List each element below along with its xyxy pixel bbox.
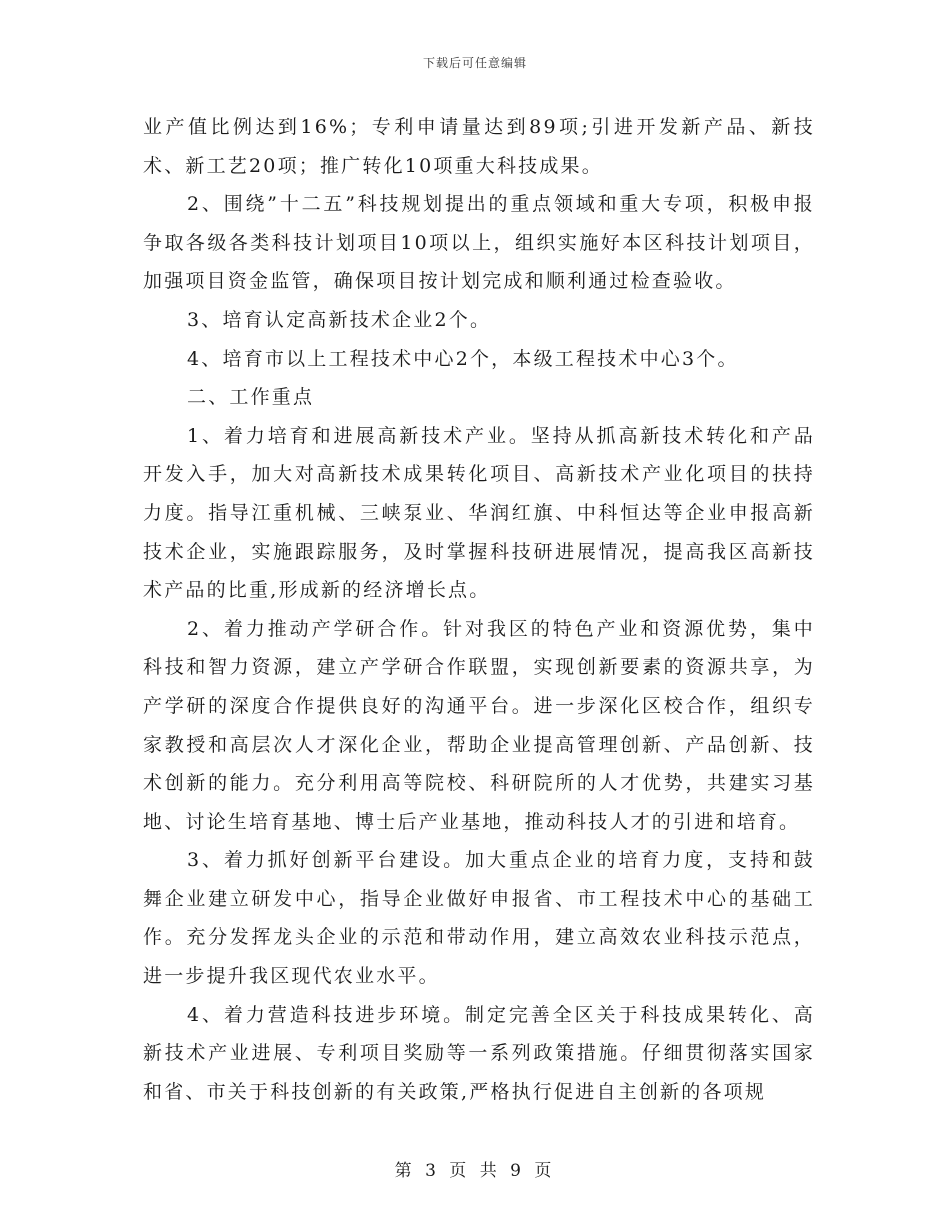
paragraph-goal-3: 3、培育认定高新技术企业2个。	[187, 308, 492, 331]
section-heading: 二、工作重点	[187, 386, 315, 409]
page-footer: 第 3 页 共 9 页	[394, 1161, 556, 1181]
paragraph-focus-4: 4、着力营造科技进步环境。制定完善全区关于科技成果转化、高新技术产业进展、专利项目奖励等一系列政策措施。仔细贯彻落实国家和省、市关于科技创新的有关政策,严格执行促进自主创新的各项规	[143, 1003, 815, 1103]
paragraph-focus-2: 2、着力推动产学研合作。针对我区的特色产业和资源优势，集中科技和智力资源，建立产学研合作联盟，实现创新要素的资源共享，为产学研的深度合作提供良好的沟通平台。进一步深化区校合作，组织专家教授和高层次人才深化企业，帮助企业提高管理创新、产品创新、技术创新的能力。充分利用高等院校、科研院所的人才优势，共建实习基地、讨论生培育基地、博士后产业基地，推动科技人才的引进和培育。	[143, 617, 815, 833]
paragraph-goal-2: 2、围绕”十二五”科技规划提出的重点领域和重大专项，积极申报争取各级各类科技计划项目10项以上，组织实施好本区科技计划项目，加强项目资金监管，确保项目按计划完成和顺利通过检查验收。	[143, 193, 815, 293]
paragraph-focus-1: 1、着力培育和进展高新技术产业。坚持从抓高新技术转化和产品开发入手，加大对高新技术成果转化项目、高新技术产业化项目的扶持力度。指导江重机械、三峡泵业、华润红旗、中科恒达等企业申报高新技术企业，实施跟踪服务，及时掌握科技研进展情况，提高我区高新技术产品的比重,形成新的经济增长点。	[143, 424, 815, 602]
paragraph-focus-3: 3、着力抓好创新平台建设。加大重点企业的培育力度，支持和鼓舞企业建立研发中心，指导企业做好申报省、市工程技术中心的基础工作。充分发挥龙头企业的示范和带动作用，建立高效农业科技示范点，进一步提升我区现代农业水平。	[143, 849, 815, 988]
page-header: 下载后可任意编辑	[422, 56, 527, 70]
document-body	[143, 108, 815, 1111]
paragraph-continuation: 业产值比例达到16%；专利申请量达到89项;引进开发新产品、新技术、新工艺20项；推广转化10项重大科技成果。	[143, 116, 815, 177]
paragraph-goal-4: 4、培育市以上工程技术中心2个，本级工程技术中心3个。	[187, 347, 739, 370]
